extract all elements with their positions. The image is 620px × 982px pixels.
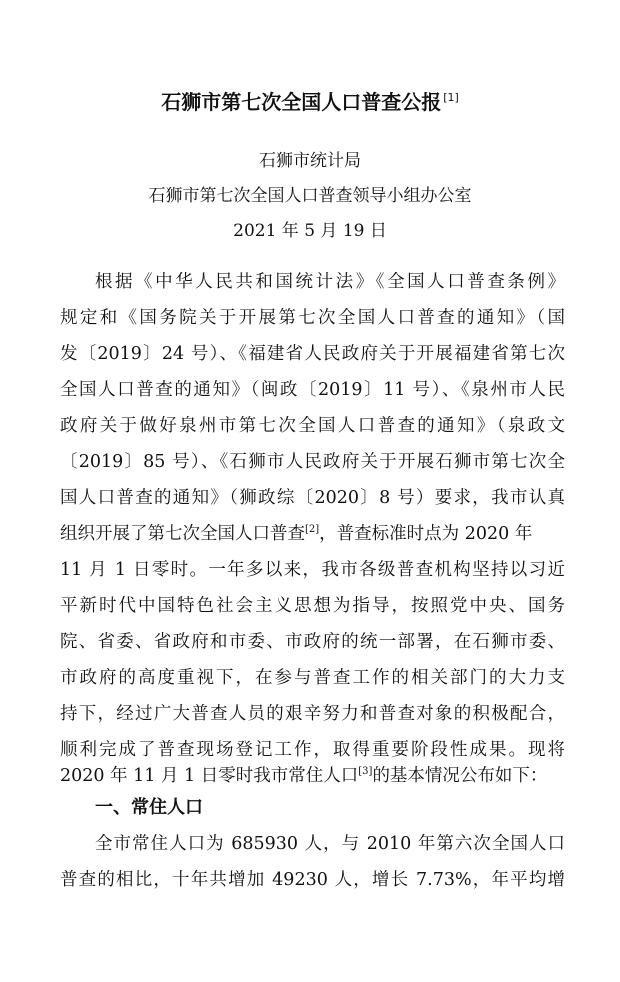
paragraph-line: 市政府的高度重视下，在参与普查工作的相关部门的大力支 <box>60 668 565 688</box>
line-text: 2020 年 11 月 1 日零时我市常住人口 <box>60 766 359 786</box>
footnote-ref-1: [1] <box>443 91 459 105</box>
paragraph-line: 顺利完成了普查现场登记工作，取得重要阶段性成果。现将 <box>60 740 565 760</box>
paragraph-line: 规定和《国务院关于开展第七次全国人口普查的通知》（国 <box>60 308 565 328</box>
line-text: 组织开展了第七次全国人口普查 <box>60 524 305 544</box>
paragraph-line <box>60 520 565 545</box>
paragraph-line: 发〔2019〕24 号）、《福建省人民政府关于开展福建省第七次 <box>60 344 565 364</box>
paragraph-line: 平新时代中国特色社会主义思想为指导，按照党中央、国务 <box>60 596 565 616</box>
paragraph-line: 全市常住人口为 685930 人，与 2010 年第六次全国人口 <box>95 834 565 854</box>
paragraph-line <box>60 762 565 787</box>
paragraph-line: 普查的相比，十年共增加 49230 人，增长 7.73%，年平均增 <box>60 870 565 890</box>
doc-title <box>0 86 620 115</box>
line-text: ，普查标准时点为 2020 年 <box>319 524 533 544</box>
paragraph-line: 11 月 1 日零时。一年多以来，我市各级普查机构坚持以习近 <box>60 560 565 580</box>
footnote-ref-3: [3] <box>358 766 373 778</box>
section-heading: 一、常住人口 <box>95 797 203 818</box>
publish-date: 2021 年 5 月 19 日 <box>233 221 387 241</box>
paragraph-line: 院、省委、省政府和市委、市政府的统一部署，在石狮市委、 <box>60 632 565 652</box>
paragraph-line: 持下，经过广大普查人员的艰辛努力和普查对象的积极配合， <box>60 704 565 724</box>
footnote-ref-2: [2] <box>305 524 320 536</box>
doc-title-text: 石狮市第七次全国人口普查公报 <box>161 90 442 114</box>
paragraph-line: 〔2019〕85 号）、《石狮市人民政府关于开展石狮市第七次全 <box>60 452 565 472</box>
issuer-census-office: 石狮市第七次全国人口普查领导小组办公室 <box>148 186 472 206</box>
issuer-statistics-bureau: 石狮市统计局 <box>259 151 361 171</box>
paragraph-line: 国人口普查的通知》（狮政综〔2020〕8 号）要求，我市认真 <box>60 488 565 508</box>
paragraph-line: 政府关于做好泉州市第七次全国人口普查的通知》（泉政文 <box>60 416 565 436</box>
paragraph-line: 根据《中华人民共和国统计法》《全国人口普查条例》 <box>95 272 565 292</box>
line-text: 的基本情况公布如下： <box>372 766 548 786</box>
paragraph-line: 全国人口普查的通知》（闽政〔2019〕11 号）、《泉州市人民 <box>60 380 565 400</box>
